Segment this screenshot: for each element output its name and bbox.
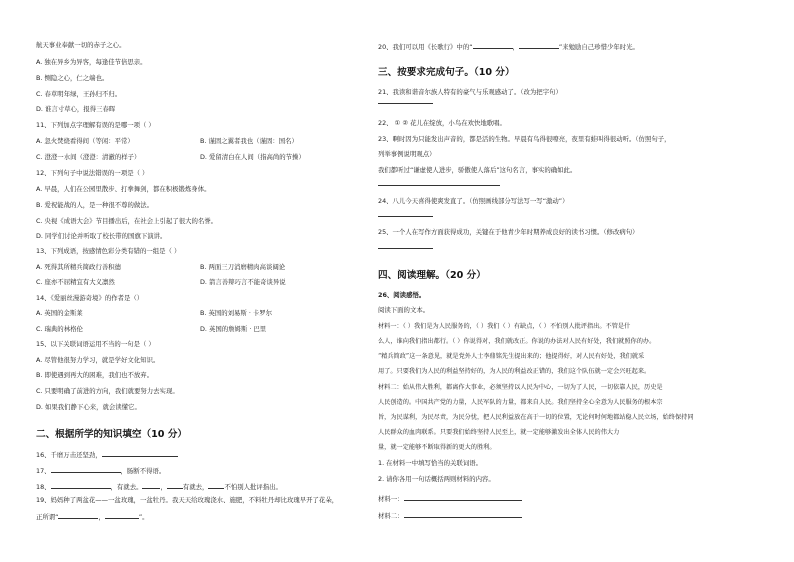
- option-d: D. 爱留清白在人间（指高尚的节操）: [200, 153, 305, 161]
- blank[interactable]: [102, 449, 178, 457]
- option-d: D. 谁言寸草心，报得三春晖: [36, 105, 116, 113]
- option-c: C. 瑞典的林格伦: [36, 325, 83, 333]
- answer-line[interactable]: [378, 185, 500, 186]
- option-c: C. 只要明确了前进的方向，我们就要努力去实现。: [36, 387, 179, 395]
- blank[interactable]: [404, 510, 522, 518]
- reading-instruction: 阅读下面的文本。: [378, 306, 430, 314]
- question-17: 17、 ，肠断不得语。: [36, 467, 166, 475]
- question-19-answer: 正所谓“ ， ”。: [36, 513, 149, 521]
- question-14: 14、《爱丽丝漫游奇境》的作者是（）: [36, 294, 144, 302]
- question-23: 23、啊时因为只能发出声音的，都是活的生物。早晨有鸟得很嘹亮，夜里有蛙叫得很动听。（仿照句子，: [378, 135, 671, 143]
- option-a: A. 死得其所精兵简政行善积德: [36, 263, 122, 271]
- blank[interactable]: [404, 493, 522, 501]
- option-a: A. 忽火焚烧看得间（等闲：平常）: [36, 137, 134, 145]
- question-15: 15、以下关联词语运用不当的一句是（ ）: [36, 340, 155, 348]
- question-24: 24、八儿今天喜得使爽发直了。（仿照画线部分写法写一写“激动”）: [378, 197, 569, 205]
- material-2-line: 人民群众的血肉联系。只要我们始终坚持人民至上，就一定能够激发出全体人民的伟大力: [378, 429, 620, 436]
- option-d: D. 英国的詹姆斯 · 巴里: [200, 325, 267, 333]
- answer-material-2: 材料二：: [378, 510, 522, 521]
- material-2-line: 量，就一定能够不断取得新的更大的胜利。: [378, 444, 496, 451]
- option-b: B. 恻隐之心，仁之端也。: [36, 74, 109, 82]
- option-a: A. 尽管他很努力学习，就是学好文化知识。: [36, 356, 160, 364]
- section-3-heading: 三、按要求完成句子。（10 分）: [378, 67, 515, 78]
- material-1-line: 用了。只要我们为人民的利益坚持好的，为人民的利益改正错的，我们这个队伍就一定会兴旺起来。: [378, 368, 651, 375]
- option-b: B. 两面三刀消磨精肉高谈阔论: [200, 263, 286, 271]
- question-26: 26、阅读感悟。: [378, 291, 426, 299]
- section-4-heading: 四、阅读理解。（20 分）: [378, 270, 486, 281]
- question-20: 20、我们可以用《长歌行》中的“ ， ”来勉励自己珍惜少年时光。: [378, 43, 639, 51]
- option-c: C. 座亦不屈精宜有大义凛然: [36, 278, 115, 286]
- option-b: B. 谨固之翼者我也（谨固：国名）: [200, 137, 298, 145]
- question-12: 12、下列句子中说法错误的一项是（ ）: [36, 169, 149, 177]
- question-16: 16、千磨万击还坚劲，: [36, 449, 178, 460]
- question-18: 18、 ，有就去。 ， 有就去， 不怕别人批评指出。: [36, 483, 282, 491]
- question-23-example: 我们都听过“谦虚使人进步，骄傲使人落后”这句名言，事实的确如此。: [378, 166, 577, 174]
- option-d: D. 如果我们静下心来，就会读懂它。: [36, 403, 141, 411]
- question-25: 25、一个人在写作方面获得成功，关键在于他青少年时期养成良好的读书习惯。（修改病句）: [378, 228, 639, 236]
- blank[interactable]: [208, 481, 224, 489]
- answer-line[interactable]: [378, 248, 433, 249]
- blank[interactable]: [58, 511, 98, 519]
- material-2-line: 旨，为民谋利，为民尽责，为民分忧，把人民利益放在高于一切的位置，无论何时何地都站稳人民立场，始终保持同: [378, 414, 694, 421]
- blank[interactable]: [142, 481, 160, 489]
- option-b: B. 爱祝能战的人，是一种很不尊的做法。: [36, 201, 154, 209]
- answer-line[interactable]: [378, 216, 433, 217]
- material-1-line: “精兵简政”这一条意见，就是党外人士李鼎铭先生提出来的；他提得好，对人民有好处，我们就采: [378, 353, 645, 360]
- text-line: 航天事业奉献一切的赤子之心。: [36, 41, 126, 49]
- question-21: 21、我读和谐音尔族人特有的豪气与乐观感动了。（改为把字句）: [378, 88, 562, 96]
- sub-question-1: 1. 在材料一中填写恰当的关联词语。: [378, 459, 482, 467]
- blank[interactable]: [519, 41, 559, 49]
- option-b: B. 即使遇到再大的困难，我们也不放弃。: [36, 371, 154, 379]
- blank[interactable]: [51, 481, 111, 489]
- option-c: C. 澄澄一水间（澄澄：清澈的样子）: [36, 153, 141, 161]
- material-1-line: 材料一：（ ）我们是为人民服务的，（ ）我们（ ）有缺点，（ ）不怕别人批评指出。不管是什: [378, 323, 631, 330]
- option-c: C. 央视《成语大会》节目播出后，在社会上引起了很大的名誉。: [36, 217, 218, 225]
- blank[interactable]: [167, 481, 183, 489]
- blank[interactable]: [105, 511, 139, 519]
- answer-line[interactable]: [378, 103, 433, 104]
- question-13: 13、下列成语，按感情色彩分类有错的一组是（ ）: [36, 247, 181, 255]
- blank[interactable]: [473, 41, 513, 49]
- material-2-line: 材料二：始从伟大胜利，都离作大事业，必须坚持以人民为中心，一切为了人民，一切依靠人民，历史是: [378, 384, 663, 391]
- question-11: 11、下列加点字理解有误的是哪一项（ ）: [36, 121, 155, 129]
- option-a: A. 独在异乡为异客，每逢佳节倍思亲。: [36, 58, 147, 66]
- option-a: A. 英国的金斯莱: [36, 309, 83, 317]
- option-b: B. 英国的刘易斯 · 卡罗尔: [200, 309, 273, 317]
- sub-question-2: 2. 请你各用一句话概括两则材料的内容。: [378, 475, 495, 483]
- section-2-heading: 二、根据所学的知识填空（10 分）: [36, 429, 188, 440]
- option-a: A. 早晨，人们在公园里散步、打拳舞剑，都在积极锻炼身体。: [36, 185, 211, 193]
- material-1-line: 么人，谁向我们指出都行。（ ）你说得对，我们就改正。你说的办法对人民有好处，我们就照你的办。: [378, 338, 656, 345]
- answer-material-1: 材料一：: [378, 493, 522, 504]
- option-d: D. 同学们讨论并听取了校长带的国旗下演讲。: [36, 232, 167, 240]
- question-23-cont: 列举事例说明观点）: [378, 150, 436, 158]
- option-d: D. 箭言善辩巧言不能奇谈异说: [200, 278, 286, 286]
- option-c: C. 春草明年绿，王孙归不归。: [36, 90, 122, 98]
- material-2-line: 人民创造的。中国共产党的力量，人民军队的力量，都来自人民。我们坚持全心全意为人民服务的根本宗: [378, 399, 663, 406]
- question-22: 22、 ① ② 花儿在绽放，小鸟在欢快地歌唱。: [378, 119, 506, 127]
- question-19: 19、妈妈种了两盆花——一盆玫瑰，一盆牡丹。我天天给玫瑰浇水、施肥，不料牡丹却比玫瑰早开了花朵，: [36, 496, 339, 504]
- blank[interactable]: [51, 465, 121, 473]
